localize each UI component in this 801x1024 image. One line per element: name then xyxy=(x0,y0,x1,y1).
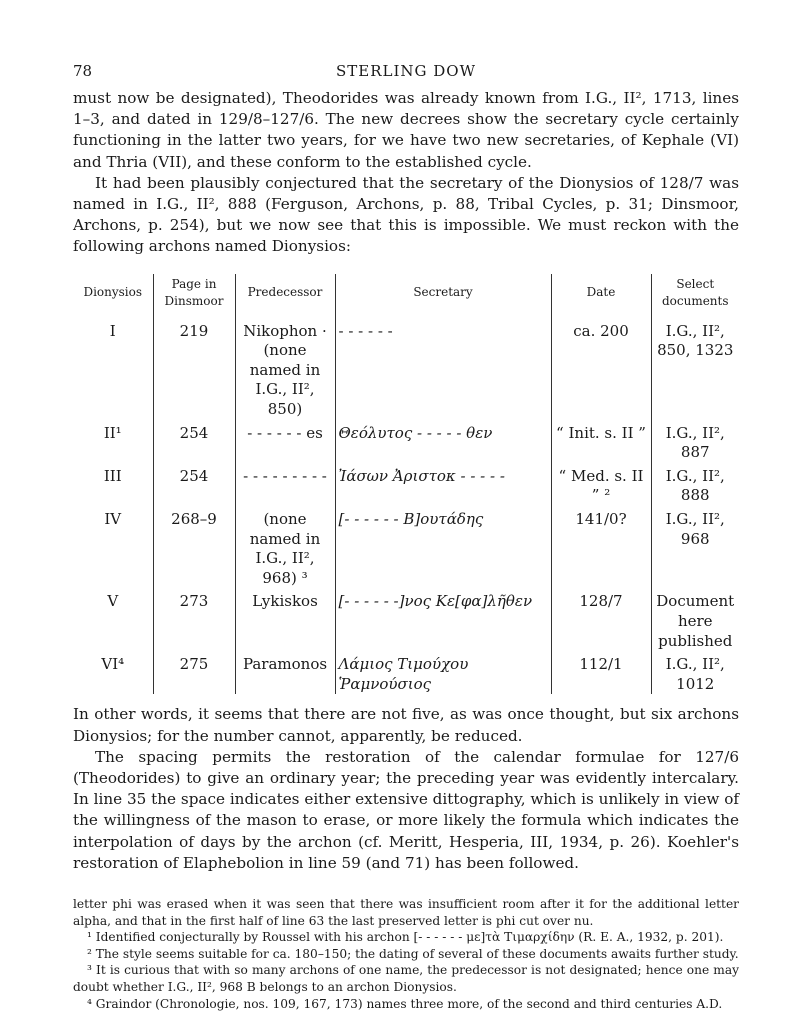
cell-documents: I.G., II², 850, 1323 xyxy=(651,318,739,420)
cell-documents: I.G., II², 968 xyxy=(651,506,739,588)
col-header-predecessor: Predecessor xyxy=(235,274,335,318)
footnote-continuation: letter phi was erased when it was seen that there was insufficient room after it for the additional letter alpha, and that in the first half of line 63 the last preserved letter is phi cut over nu. xyxy=(73,896,739,928)
cell-date: “ Med. s. II ” ² xyxy=(551,463,651,506)
cell-predecessor: - - - - - - es xyxy=(235,420,335,463)
cell-secretary: Θεόλυτος - - - - - θεν xyxy=(335,420,551,463)
table-row xyxy=(73,420,739,463)
footnote-4: ⁴ Graindor (Chronologie, nos. 109, 167, 173) names three more, of the second and third centuries A.D. xyxy=(87,996,723,1011)
cell-date: 141/0? xyxy=(551,506,651,588)
cell-page: 219 xyxy=(153,318,235,420)
cell-secretary: [- - - - - - Β]ουτάδης xyxy=(335,506,551,588)
cell-predecessor: - - - - - - - - - xyxy=(235,463,335,506)
footnote-2: ² The style seems suitable for ca. 180–150; the dating of several of these documents awaits further study. xyxy=(87,946,739,961)
cell-page: 273 xyxy=(153,588,235,651)
cell-date: 112/1 xyxy=(551,651,651,694)
cell-secretary: [- - - - - -]νος Κε[φα]λῆθεν xyxy=(335,588,551,651)
cell-dionysios: II¹ xyxy=(103,423,122,442)
cell-dionysios: III xyxy=(103,466,122,485)
col-header-secretary: Secretary xyxy=(335,274,551,318)
cell-secretary: Λάμιος Τιμούχου Ῥαμνούσιος xyxy=(335,651,551,694)
cell-date: 128/7 xyxy=(551,588,651,651)
cell-page: 254 xyxy=(153,420,235,463)
cell-predecessor: Paramonos xyxy=(235,651,335,694)
cell-predecessor: Lykiskos xyxy=(235,588,335,651)
cell-dionysios: IV xyxy=(104,509,122,528)
cell-page: 254 xyxy=(153,463,235,506)
table-row xyxy=(73,506,739,588)
cell-documents: I.G., II², 1012 xyxy=(651,651,739,694)
running-head: STERLING DOW xyxy=(335,62,477,80)
cell-page: 275 xyxy=(153,651,235,694)
paragraph-4: The spacing permits the restoration of the calendar formulae for 127/6 (Theodorides) to give an ordinary year; the preceding year was evidently intercalary. In line 35 the space indicates either extensive dittography, which is unlikely in view of the willingness of the mason to erase, or more likely the formula which indicates the interpolation of days by the archon (cf. Meritt, Hesperia, III, 1934, p. 26). Koehler's restoration of Elaphebolion in line 59 (and 71) has been followed. xyxy=(73,747,739,872)
cell-documents: I.G., II², 888 xyxy=(651,463,739,506)
footnote-3: ³ It is curious that with so many archons of one name, the predecessor is not designated; hence one may doubt whether I.G., II², 968 B belongs to an archon Dionysios. xyxy=(73,963,739,994)
archons-table xyxy=(73,274,739,695)
page xyxy=(73,62,739,1012)
paragraph-2: It had been plausibly conjectured that the secretary of the Dionysios of 128/7 was named in I.G., II², 888 (Ferguson, Archons, p. 88, Tribal Cycles, p. 31; Dinsmoor, Archons, p. 254), but we now see that this is impossible. We must reckon with the following archons named Dionysios: xyxy=(73,173,739,256)
col-header-date: Date xyxy=(551,274,651,318)
table-row xyxy=(73,651,739,694)
table-header-row xyxy=(73,274,739,318)
col-header-page: Page in Dinsmoor xyxy=(153,274,235,318)
cell-page: 268–9 xyxy=(153,506,235,588)
cell-dionysios: I xyxy=(109,321,116,340)
col-header-dionysios: Dionysios xyxy=(83,285,143,300)
table-row xyxy=(73,463,739,506)
paragraph-3: In other words, it seems that there are not five, as was once thought, but six archons Dionysios; for the number cannot, apparently, be reduced. xyxy=(73,705,739,745)
cell-date: “ Init. s. II ” xyxy=(551,420,651,463)
cell-date: ca. 200 xyxy=(551,318,651,420)
page-number: 78 xyxy=(73,62,93,80)
page-header xyxy=(73,62,739,88)
footnote-1: ¹ Identified conjecturally by Roussel with his archon [- - - - - - με]τὰ Τιμαρχίδην (R. E. A., 1932, p. 201). xyxy=(87,930,724,945)
cell-secretary: Ἰάσων Ἀριστοκ - - - - - xyxy=(335,463,551,506)
cell-documents: Document here published xyxy=(651,588,739,651)
cell-dionysios: V xyxy=(107,592,119,611)
cell-predecessor: Nikophon · (none named in I.G., II², 850) xyxy=(235,318,335,420)
cell-secretary: - - - - - - xyxy=(335,318,551,420)
cell-dionysios: VI⁴ xyxy=(101,655,125,674)
cell-predecessor: (none named in I.G., II², 968) ³ xyxy=(235,506,335,588)
table-row xyxy=(73,588,739,651)
col-header-documents: Select documents xyxy=(651,274,739,318)
table-row xyxy=(73,318,739,420)
cell-documents: I.G., II², 887 xyxy=(651,420,739,463)
footnotes xyxy=(73,896,739,1012)
paragraph-1: must now be designated), Theodorides was already known from I.G., II², 1713, lines 1–3, and dated in 129/8–127/6. The new decrees show the secretary cycle certainly functioning in the latter two years, for we have two new secretaries, of Kephale (VI) and Thria (VII), and these conform to the established cycle. xyxy=(73,89,739,171)
